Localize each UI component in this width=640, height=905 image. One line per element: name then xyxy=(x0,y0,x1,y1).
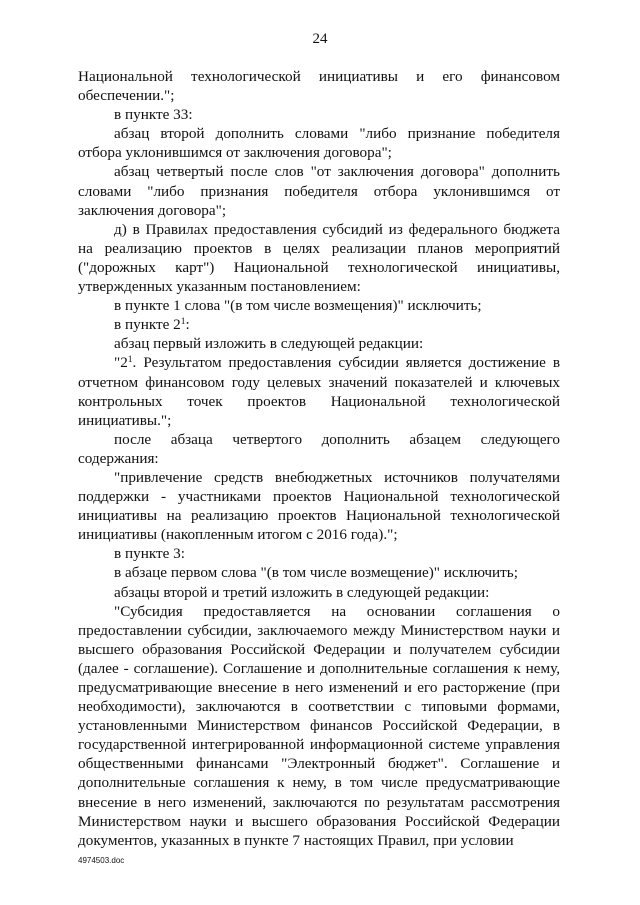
paragraph-text: в пункте 3: xyxy=(114,545,185,563)
paragraph-text: в пункте 1 слова "(в том числе возмещения)" исключить; xyxy=(114,297,482,315)
paragraph xyxy=(78,602,560,850)
document-body xyxy=(78,67,560,850)
paragraph xyxy=(78,563,560,582)
paragraph-text-continued: : xyxy=(185,316,190,334)
paragraph xyxy=(78,220,560,296)
paragraph-text-continued: . Результатом предоставления субсидии является достижение в отчетном финансовом году целевых значений показателей и ключевых контрольных точек проектов Национальной технологической инициативы."; xyxy=(78,354,560,429)
paragraph xyxy=(78,162,560,219)
paragraph-text: абзац второй дополнить словами "либо признание победителя отбора уклонившимся от заключения договора"; xyxy=(78,125,560,162)
page-number: 24 xyxy=(312,31,328,47)
paragraph xyxy=(78,296,560,315)
paragraph-text: в пункте 33: xyxy=(114,106,193,124)
paragraph-text: абзац первый изложить в следующей редакции: xyxy=(114,335,424,353)
paragraph-text: д) в Правилах предоставления субсидий из федерального бюджета на реализацию проектов в целях реализации планов мероприятий ("дорожных карт") Национальной технологической инициативы, утвержденных указанным постановлением: xyxy=(78,220,560,296)
paragraph-text: в пункте 2 xyxy=(114,316,181,334)
paragraph-text: абзацы второй и третий изложить в следующей редакции: xyxy=(114,583,490,601)
paragraph xyxy=(78,544,560,563)
paragraph xyxy=(78,583,560,602)
paragraph-text: Национальной технологической инициативы и его финансовом обеспечении."; xyxy=(78,68,560,105)
paragraph-text: "Субсидия предоставляется на основании соглашения о предоставлении субсидии, заключаемого между Министерством науки и высшего образования Российской Федерации и получателем субсидии (далее - соглашение). Соглашение и дополнительные соглашения к нему, предусматривающие внесение в него изменений и его расторжение (при необходимости), заключаются в соответствии с типовыми формами, установленными Министерством финансов Российской Федерации, в государственной интегрированной информационной системе управления общественными финансами "Электронный бюджет". Соглашение и дополнительные соглашения к нему, в том числе предусматривающие внесение в него изменений, заключаются по результатам рассмотрения Министерством науки и высшего образования Российской Федерации документов, указанных в пункте 7 настоящих Правил, при условии xyxy=(78,602,560,849)
paragraph xyxy=(78,67,560,105)
paragraph-text: "2 xyxy=(114,354,128,372)
paragraph xyxy=(78,124,560,162)
superscript: 1 xyxy=(127,355,133,366)
paragraph xyxy=(78,334,560,353)
paragraph-text: после абзаца четвертого дополнить абзацем следующего содержания: xyxy=(78,430,560,467)
superscript: 1 xyxy=(180,317,186,328)
paragraph xyxy=(78,315,560,334)
paragraph-text: абзац четвертый после слов "от заключения договора" дополнить словами "либо признания победителя отбора уклонившимся от заключения договора"; xyxy=(78,163,560,219)
paragraph xyxy=(78,105,560,124)
paragraph xyxy=(78,353,560,429)
paragraph xyxy=(78,430,560,468)
paragraph-text: "привлечение средств внебюджетных источников получателями поддержки - участниками проектов Национальной технологической инициативы на реализацию проектов Национальной технологической инициативы (накопленным итогом с 2016 года)."; xyxy=(78,468,560,544)
file-name-footer: 4974503.doc xyxy=(78,856,125,865)
paragraph xyxy=(78,468,560,544)
paragraph-text: в абзаце первом слова "(в том числе возмещение)" исключить; xyxy=(114,564,518,582)
